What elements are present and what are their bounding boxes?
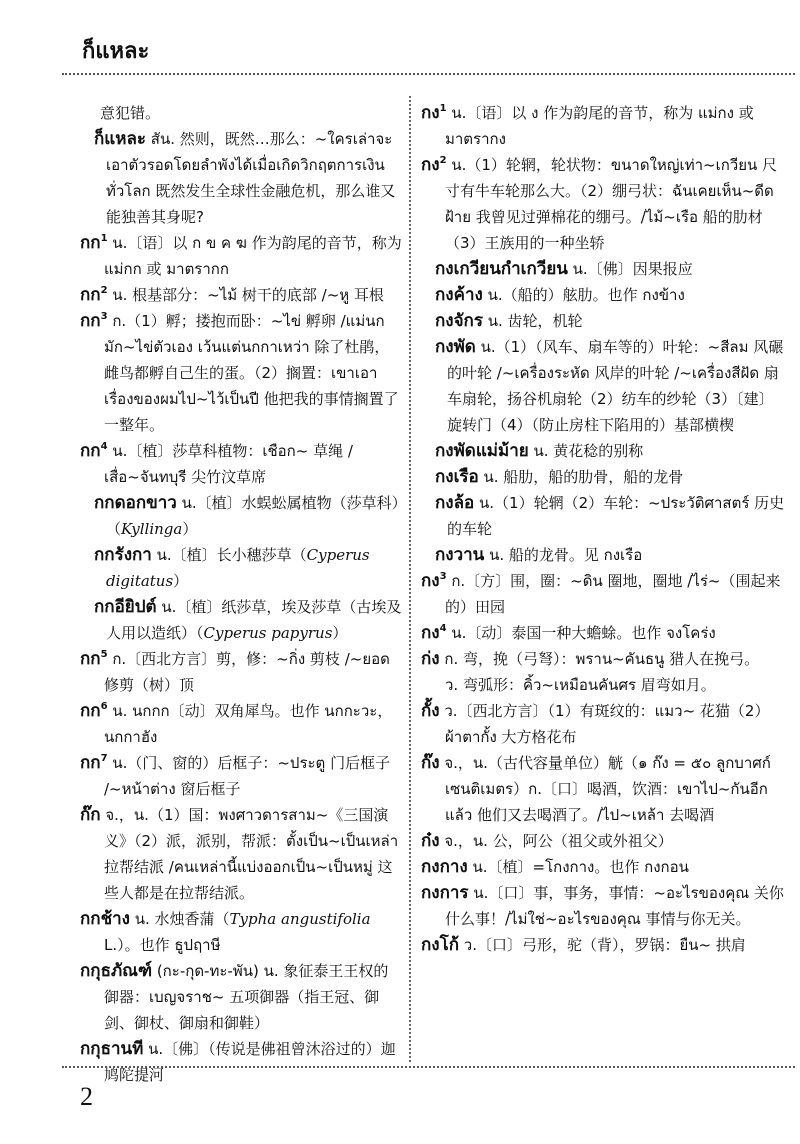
entry-continuation: [80, 100, 402, 126]
footer-dotted-rule: [62, 1066, 795, 1068]
headword: กก: [80, 649, 101, 669]
definition-text: น.〔语〕以 ก ข ค ฆ 作为韵尾的音节，称为แม่กก 或 มาตรากก: [104, 234, 402, 278]
headword: กั้ง: [421, 701, 440, 721]
definition-text: น. 齿轮，机轮: [482, 312, 583, 330]
definition-text: น.（船的）舷肋。也作 กงข้าง: [482, 286, 685, 304]
definition-text: น. 船肋，船的肋骨，船的龙骨: [478, 468, 684, 486]
definition-text: น.（1）轮辋（2）车轮：~ประวัติศาสตร์ 历史的车轮: [447, 494, 785, 538]
dictionary-entry: [421, 152, 787, 256]
headword: กก: [80, 753, 101, 773]
dictionary-entry: [80, 906, 402, 958]
dictionary-entry: [421, 932, 787, 958]
homograph-number: 6: [100, 701, 108, 712]
headword: กงล้อ: [435, 493, 475, 513]
headword: กกช้าง: [80, 909, 130, 929]
page-number: 2: [80, 1082, 93, 1111]
definition-text: น. 水烛香蒲（: [129, 910, 230, 928]
header-dotted-rule: [62, 73, 795, 75]
dictionary-entry: [421, 828, 787, 854]
definition-text: ก. 弯，挽（弓弩）：พราน~คันธนู 猎人在挽弓。 ว. 弯弧形：คิ้ว~เหมือนคันศร 眉弯如月。: [444, 650, 760, 694]
headword: ก๋ง: [421, 831, 440, 851]
homograph-number: 3: [439, 571, 447, 582]
definition-text: น. 黄花稔的别称: [528, 442, 644, 460]
scientific-name: Typha angustifolia: [229, 910, 371, 928]
definition-text: น.〔动〕泰国一种大蟾蜍。也作 จงโคร่ง: [446, 624, 716, 642]
dictionary-entry: [80, 1036, 402, 1088]
definition-text: น. 船的龙骨。见 กงเรือ: [484, 546, 643, 564]
definition-text: 意犯错。: [100, 104, 161, 122]
sub-entry: [421, 464, 787, 490]
definition-text: น.（1）轮辋，轮状物：ขนาดใหญ่เท่า~เกวียน 尺寸有牛车轮那么大。（2）绷弓状：ฉันเคยเห็น~ดีดฝ้าย 我曾见过弹棉花的绷弓。/ไม้~เรือ 船的肋材（3）王族用的一种坐轿: [445, 156, 778, 252]
right-column: [421, 100, 787, 1048]
headword: กก: [80, 441, 101, 461]
headword: กงค้าง: [435, 285, 483, 305]
definition-text: น.〔植〕纸莎草，埃及莎草（古埃及人用以造纸）（: [106, 598, 402, 642]
dictionary-entry: [80, 802, 402, 906]
definition-text: น.〔佛〕（传说是佛祖曾沐浴过的）迦鸠陀提河: [104, 1040, 396, 1084]
definition-text: (กะ-กุด-ทะ-พัน) น. 象征泰王王权的御器：เบญจราช~ 五项御器（指王冠、御剑、御杖、御扇和御鞋）: [104, 962, 389, 1032]
definition-text: ）: [182, 520, 198, 538]
definition-text: ว.〔口〕弓形，驼（背），罗锅：ยืน~ 拱肩: [459, 936, 746, 954]
definition-text: น.〔语〕以 ง 作为韵尾的音节，称为 แม่กง 或 มาตรากง: [445, 104, 754, 148]
definition-text: L.）。也作 ธูปฤาษี: [104, 936, 221, 954]
definition-text: น. นกกก〔动〕双角犀鸟。也作 นกกะวะ，นกกาฮัง: [104, 702, 393, 746]
definition-text: น.〔植〕水蜈蚣属植物（莎草科）（: [106, 494, 400, 538]
headword: กกรังกา: [94, 545, 152, 565]
sub-entry: [421, 334, 787, 438]
headword: กงวาน: [435, 545, 485, 565]
homograph-number: 4: [439, 623, 447, 634]
sub-entry: [421, 542, 787, 568]
headword: กงเรือ: [435, 467, 479, 487]
definition-text: จ.，น.（1）国：พงศาวดารสาม~《三国演义》（2）派，派别，帮派：ตั้งเป็น~เป็นเหล่า 拉帮结派 /คนเหล่านี้แบ่งออกเป็น~เป็นหมู่ 这些人都是在拉帮结派。: [100, 806, 399, 902]
headword: ก๊ง: [421, 753, 440, 773]
headword: กง: [421, 623, 440, 643]
headword: กก: [80, 285, 101, 305]
homograph-number: 4: [100, 441, 108, 452]
dictionary-entry: [80, 282, 402, 308]
dictionary-entry: [80, 230, 402, 282]
sub-entry: [421, 308, 787, 334]
dictionary-entry: [421, 854, 787, 880]
sub-entry: [80, 594, 402, 646]
headword: กง: [421, 103, 440, 123]
definition-text: ）: [332, 624, 348, 642]
definition-text: น.〔口〕事，事务，事情：~อะไรของคุณ 关你什么事！/ไม่ใช่~อะไรของคุณ 事情与你无关。: [445, 884, 784, 928]
headword: กก: [80, 311, 101, 331]
definition-text: จ.，น. 公，阿公（祖父或外祖父）: [439, 832, 673, 850]
dictionary-entry: [80, 750, 402, 802]
definition-text: น.〔佛〕因果报应: [567, 260, 693, 278]
definition-text: ก.〔西北方言〕剪，修：~กิ่ง 剪枝 /~ยอด 修剪（树）顶: [104, 650, 390, 694]
headword: กกุธานที: [80, 1039, 144, 1059]
homograph-number: 3: [100, 311, 108, 322]
sub-entry: [421, 256, 787, 282]
headword: กง: [421, 571, 440, 591]
definition-text: ก.（1）孵；搂抱而卧：~ไข่ 孵卵 /แม่นกมัก~ไข่ตัวเอง เว้นแต่นกกาเหว่า 除了杜鹃，雌鸟都孵自己生的蛋。（2）搁置：เขาเอาเรื่องของผมไป~ไว้เป็นปี 他把我的事情搁置了一整年。: [104, 312, 399, 434]
definition-text: น.〔植〕=โกงกาง。也作 กงกอน: [467, 858, 689, 876]
sub-entry: [80, 490, 402, 542]
sub-entry: [421, 490, 787, 542]
headword: กงพัด: [435, 337, 476, 357]
dictionary-entry: [421, 698, 787, 750]
homograph-number: 7: [100, 753, 108, 764]
homograph-number: 1: [439, 103, 447, 114]
headword: กกุธภัณฑ์: [80, 961, 153, 981]
dictionary-entry: [421, 620, 787, 646]
dictionary-entry: [80, 958, 402, 1036]
homograph-number: 5: [100, 649, 108, 660]
scientific-name: Cyperus papyrus: [203, 624, 333, 642]
definition-text: ก.〔方〕围，圈：~ดิน 圈地，圈地 /ไร่~（围起来的）田园: [445, 572, 781, 616]
headword: กงกาง: [421, 857, 468, 877]
headword: กงเกวียนกำเกวียน: [435, 259, 568, 279]
headword: ก๊ก: [80, 805, 101, 825]
headword: กงการ: [421, 883, 469, 903]
scientific-name: Cyperus digitatus: [106, 546, 370, 590]
dictionary-entry: [421, 100, 787, 152]
dictionary-entry: [80, 698, 402, 750]
headword: กก: [80, 233, 101, 253]
definition-text: จ.，น.（古代容量单位）觥（๑ ก๊ง = ๕๐ ลูกบาศก์เซนติเมตร）ก.〔口〕喝酒，饮酒：เขาไป~กันอีกแล้ว 他们又去喝酒了。/ไป~เหล้า 去喝酒: [439, 754, 771, 824]
dictionary-entry: [80, 438, 402, 490]
sub-entry: [421, 282, 787, 308]
definition-text: น.（1）（风车、扇车等的）叶轮：~สีลม 风碾的叶轮 /~เครื่องระหัด 风岸的叶轮 /~เครื่องสีฝัด 扇车扇轮，扬谷机扇轮（2）纺车的纱轮（3）〔建〕旋转门（4）（防止房柱下陷用的）基部横楔: [447, 338, 784, 434]
left-column: [80, 100, 402, 1084]
homograph-number: 2: [439, 155, 447, 166]
dictionary-entry: [80, 646, 402, 698]
headword: กงพัดแม่ม้าย: [435, 441, 529, 461]
homograph-number: 1: [100, 233, 108, 244]
dictionary-entry: [421, 880, 787, 932]
definition-text: สัน. 然则，既然…那么：~ใครเล่าจะเอาตัวรอดโดยลำพังได้เมื่อเกิดวิกฤตการเงินทั่วโลก 既然发生全球性金融危机，那么谁又能独善其身呢?: [106, 130, 396, 226]
sub-entry: [421, 438, 787, 464]
definition-text: ）: [173, 572, 189, 590]
homograph-number: 2: [100, 285, 108, 296]
headword: กงโก้: [421, 935, 460, 955]
headword: กก: [80, 701, 101, 721]
headword: ก่ง: [421, 649, 440, 669]
dictionary-entry: [421, 568, 787, 620]
definition-text: ว.〔西北方言〕（1）有斑纹的：แมว~ 花猫（2）ผ้าตากั้ง 大方格花布: [439, 702, 770, 746]
headword: กกอียิปต์: [94, 597, 157, 617]
sub-entry: [80, 542, 402, 594]
headword: กกดอกขาว: [94, 493, 177, 513]
scientific-name: Kyllinga: [121, 520, 183, 538]
headword: กง: [421, 155, 440, 175]
definition-text: น.（门、窗的）后框子：~ประตู 门后框子 /~หน้าต่าง 窗后框子: [104, 754, 391, 798]
column-divider: [409, 96, 411, 1062]
sub-entry: [80, 126, 402, 230]
definition-text: น.〔植〕莎草科植物：เชือก~ 草绳 /เสื่อ~จันทบุรี 尖竹汶草席: [104, 442, 353, 486]
definition-text: น.〔植〕长小穗莎草（: [151, 546, 307, 564]
headword: กงจักร: [435, 311, 483, 331]
headword: ก็แหละ: [94, 129, 147, 149]
dictionary-entry: [80, 308, 402, 438]
definition-text: น. 根基部分：~ไม้ 树干的底部 /~หู 耳根: [107, 286, 384, 304]
dictionary-entry: [421, 750, 787, 828]
dictionary-entry: [421, 646, 787, 698]
running-header: ก็แหละ: [82, 39, 150, 64]
